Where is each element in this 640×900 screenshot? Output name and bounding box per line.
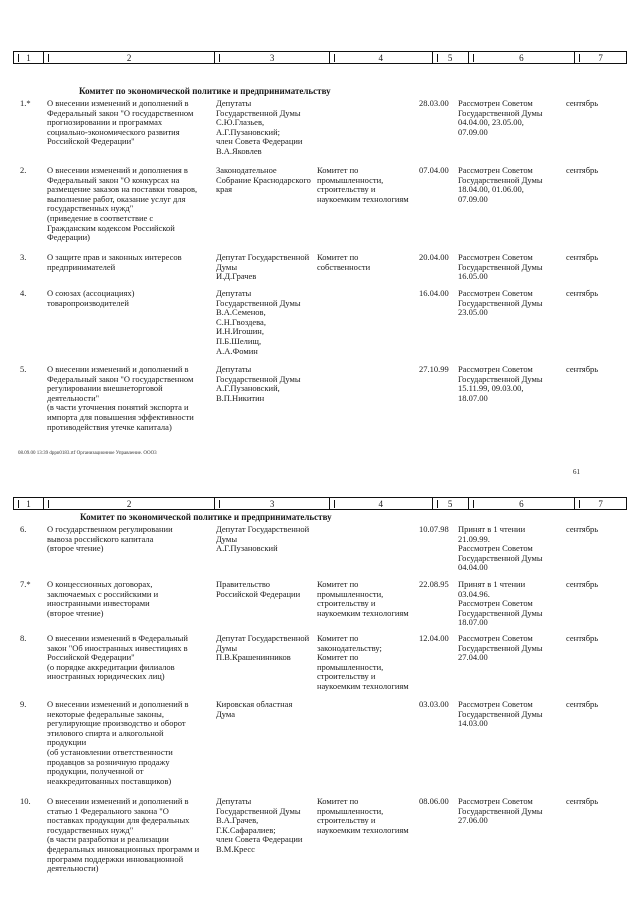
bill-status-line: Рассмотрен Советом — [458, 598, 533, 609]
bill-title — [47, 525, 209, 554]
column-number-cell: 3 — [215, 52, 330, 63]
bill-author-line: А.Г.Пузановский — [216, 543, 278, 554]
bill-title-line: О внесении изменений и дополнений в — [47, 98, 189, 108]
bill-author-line: Депутаты — [216, 288, 252, 298]
bill-title — [47, 700, 209, 786]
bill-title-line: (о порядке аккредитации филиалов — [47, 661, 175, 672]
bill-status-line: 18.07.00 — [458, 392, 488, 403]
column-number-cell: 1 — [14, 52, 44, 63]
bill-title-line: О внесении изменений в Федеральный — [47, 633, 188, 643]
bill-author — [216, 289, 316, 356]
bill-status-line: 18.04.00, 01.06.00, — [458, 184, 524, 195]
bill-title-line: неаккредитованных поставщиков) — [47, 775, 172, 786]
bill-title-line: продавцов за розничную продажу — [47, 756, 170, 767]
bill-author-line: Государственной Думы — [216, 107, 301, 118]
bill-title-line: О внесении изменений и дополнений в — [47, 364, 189, 374]
column-number-cell: 2 — [44, 498, 215, 509]
row-number: 6. — [20, 524, 27, 534]
bill-status-line: Рассмотрен Советом — [458, 98, 533, 108]
column-header-row — [13, 51, 627, 64]
bill-title — [47, 166, 209, 243]
column-number-cell: 3 — [215, 498, 330, 509]
co-executor-committee-line: Комитет по — [317, 796, 359, 806]
bill-status-line: Принят в 1 чтении — [458, 524, 526, 534]
bill-status — [458, 253, 562, 282]
bill-title — [47, 365, 209, 432]
row-number: 7.* — [20, 579, 31, 589]
bill-status-line: Рассмотрен Советом — [458, 633, 533, 643]
bill-title-line: (приведение в соответствие с — [47, 212, 154, 223]
bill-author-line: Депутаты — [216, 796, 252, 806]
bill-author-line: В.А.Грачев, — [216, 815, 259, 826]
submission-date: 03.03.00 — [419, 699, 449, 709]
bill-status-line: Государственной Думы — [458, 805, 543, 816]
planned-month: сентябрь — [566, 633, 599, 643]
bill-author-line: Государственной Думы — [216, 373, 301, 384]
bill-author-line: Законодательное — [216, 165, 277, 175]
bill-author-line: Российской Федерации — [216, 588, 301, 599]
co-executor-committee — [317, 166, 417, 204]
bill-title-line: вывоза российского капитала — [47, 533, 154, 544]
bill-status-line: 21.09.99. — [458, 533, 490, 544]
bill-status-line: Рассмотрен Советом — [458, 165, 533, 175]
planned-month: сентябрь — [566, 699, 599, 709]
bill-title-line: предпринимателей — [47, 261, 116, 272]
submission-date: 20.04.00 — [419, 252, 449, 262]
co-executor-committee-line: строительству и — [317, 184, 376, 195]
bill-status-line: 27.06.00 — [458, 815, 488, 826]
bill-status-line: 27.04.00 — [458, 652, 488, 663]
bill-author-line: П.Б.Шелищ, — [216, 335, 262, 346]
bill-author-line: С.Ю.Глазьев, — [216, 117, 265, 128]
bill-status-line: Государственной Думы — [458, 174, 543, 185]
bill-title-line: закон "Об иностранных инвестициях в — [47, 642, 188, 653]
bill-title-line: размещение заказов на поставки товаров, — [47, 184, 198, 195]
submission-date: 28.03.00 — [419, 98, 449, 108]
bill-status — [458, 525, 562, 573]
bill-title-line: (в части уточнения понятий экспорта и — [47, 402, 189, 413]
bill-author-line: Дума — [216, 708, 236, 719]
footer-text: 08.09.00 13:39 dppn0183.rtf Организационное Управление. ООО3 — [18, 451, 157, 456]
bill-status — [458, 99, 562, 137]
bill-author-line: А.Г.Пузановский; — [216, 126, 280, 137]
bill-status-line: Государственной Думы — [458, 642, 543, 653]
bill-title — [47, 797, 209, 874]
planned-month: сентябрь — [566, 165, 599, 175]
bill-author-line: Депутаты — [216, 364, 252, 374]
bill-title — [47, 289, 209, 308]
bill-status-line: 15.11.99, 09.03.00, — [458, 383, 524, 394]
co-executor-committee — [317, 797, 417, 835]
bill-title-line: Федеральный закон "О государственном — [47, 373, 194, 384]
bill-status-line: 16.05.00 — [458, 271, 488, 282]
bill-author-line: Думы — [216, 642, 238, 653]
bill-title-line: (второе чтение) — [47, 607, 104, 618]
column-number-cell: 6 — [469, 498, 576, 509]
bill-author-line: В.П.Никитин — [216, 392, 265, 403]
column-number-cell: 1 — [14, 498, 44, 509]
bill-status-line: Государственной Думы — [458, 552, 543, 563]
bill-title-line: О внесении изменений и дополнений в — [47, 796, 189, 806]
co-executor-committee — [317, 580, 417, 618]
bill-title-line: О внесении изменений и дополнения в — [47, 165, 188, 175]
bill-author-line: И.Н.Игошин, — [216, 326, 264, 337]
bill-title-line: регулировании внешнеторговой — [47, 383, 163, 394]
co-executor-committee-line: Комитет по — [317, 252, 359, 262]
bill-author-line: А.А.Фомин — [216, 345, 258, 356]
bill-author-line: Депутаты — [216, 98, 252, 108]
bill-status-line: 07.09.00 — [458, 126, 488, 137]
bill-status — [458, 634, 562, 663]
bill-title-line: Российской Федерации" — [47, 652, 135, 663]
submission-date: 27.10.99 — [419, 364, 449, 374]
bill-status-line: Рассмотрен Советом — [458, 543, 533, 554]
bill-status-line: 07.09.00 — [458, 193, 488, 204]
bill-author — [216, 634, 316, 663]
bill-status-line: Рассмотрен Советом — [458, 699, 533, 709]
section-title: Комитет по экономической политике и предпринимательству — [80, 512, 332, 522]
co-executor-committee-line: наукоемким технологиям — [317, 607, 409, 618]
bill-title-line: противодействия утечке капитала) — [47, 421, 172, 432]
bill-author-line: В.М.Кресс — [216, 843, 255, 854]
column-number-cell: 6 — [469, 52, 576, 63]
bill-author-line: Думы — [216, 261, 238, 272]
bill-author-line: В.А.Яковлев — [216, 145, 262, 156]
bill-title-line: этилового спирта и алкогольной — [47, 727, 164, 738]
bill-author-line: П.В.Крашенинников — [216, 652, 291, 663]
bill-title-line: Федеральный закон "О конкурсах на — [47, 174, 180, 185]
bill-status — [458, 289, 562, 318]
column-number-cell: 2 — [44, 52, 215, 63]
column-number-cell: 4 — [330, 498, 433, 509]
bill-author-line: И.Д.Грачев — [216, 271, 257, 282]
bill-author-line: Депутат Государственной — [216, 252, 310, 262]
planned-month: сентябрь — [566, 364, 599, 374]
bill-title-line: Федерации) — [47, 232, 90, 243]
row-number: 8. — [20, 633, 27, 643]
bill-title — [47, 99, 209, 147]
column-number-cell: 4 — [330, 52, 433, 63]
column-number-cell: 7 — [575, 498, 626, 509]
co-executor-committee — [317, 634, 417, 692]
bill-title-line: государственных нужд" — [47, 824, 134, 835]
bill-title-line: О союзах (ассоциациях) — [47, 288, 135, 298]
bill-title-line: деятельности" — [47, 392, 100, 403]
submission-date: 08.06.00 — [419, 796, 449, 806]
co-executor-committee-line: наукоемким технологиям — [317, 824, 409, 835]
bill-title-line: Гражданским кодексом Российской — [47, 222, 175, 233]
planned-month: сентябрь — [566, 288, 599, 298]
bill-title-line: (второе чтение) — [47, 543, 104, 554]
bill-status-line: Рассмотрен Советом — [458, 288, 533, 298]
bill-author-line: Государственной Думы — [216, 805, 301, 816]
co-executor-committee-line: промышленности, — [317, 661, 384, 672]
bill-status-line: Государственной Думы — [458, 261, 543, 272]
bill-status — [458, 700, 562, 729]
bill-author-line: Кировская областная — [216, 699, 293, 709]
bill-title-line: товаропроизводителей — [47, 297, 129, 308]
bill-author — [216, 700, 316, 719]
bill-status-line: Рассмотрен Советом — [458, 796, 533, 806]
row-number: 4. — [20, 288, 27, 298]
planned-month: сентябрь — [566, 796, 599, 806]
bill-status-line: 18.07.00 — [458, 617, 488, 628]
bill-status-line: 03.04.96. — [458, 588, 490, 599]
bill-status-line: Государственной Думы — [458, 107, 543, 118]
bill-title-line: продукции — [47, 737, 87, 748]
co-executor-committee-line: собственности — [317, 261, 371, 272]
bill-title-line: заключаемых с российскими и — [47, 588, 159, 599]
bill-status — [458, 365, 562, 403]
section-title: Комитет по экономической политике и предпринимательству — [79, 86, 331, 96]
bill-status-line: 23.05.00 — [458, 307, 488, 318]
co-executor-committee-line: промышленности, — [317, 805, 384, 816]
submission-date: 10.07.98 — [419, 524, 449, 534]
bill-title — [47, 580, 209, 618]
bill-title-line: деятельности) — [47, 863, 99, 874]
bill-status-line: Рассмотрен Советом — [458, 364, 533, 374]
bill-title-line: федеральных инновационных программ и — [47, 843, 200, 854]
bill-author-line: член Совета Федерации — [216, 834, 303, 845]
bill-author-line: Правительство — [216, 579, 271, 589]
bill-author-line: А.Г.Пузановский, — [216, 383, 280, 394]
row-number: 2. — [20, 165, 27, 175]
column-number-cell: 5 — [433, 52, 469, 63]
submission-date: 07.04.00 — [419, 165, 449, 175]
bill-title-line: некоторые федеральные законы, — [47, 708, 164, 719]
co-executor-committee-line: строительству и — [317, 598, 376, 609]
bill-author — [216, 253, 316, 282]
planned-month: сентябрь — [566, 524, 599, 534]
bill-status-line: 04.04.00, 23.05.00, — [458, 117, 524, 128]
bill-title-line: государственных нужд" — [47, 203, 134, 214]
bill-status — [458, 166, 562, 204]
co-executor-committee-line: Комитет по — [317, 633, 359, 643]
co-executor-committee-line: наукоемким технологиям — [317, 680, 409, 691]
row-number: 5. — [20, 364, 27, 374]
bill-author-line: Думы — [216, 533, 238, 544]
bill-author — [216, 580, 316, 599]
bill-author-line: Депутат Государственной — [216, 633, 310, 643]
bill-status-line: Рассмотрен Советом — [458, 252, 533, 262]
bill-author — [216, 99, 316, 157]
bill-author-line: член Совета Федерации — [216, 136, 303, 147]
bill-author — [216, 525, 316, 554]
bill-title-line: выполнение работ, оказание услуг для — [47, 193, 186, 204]
co-executor-committee — [317, 253, 417, 272]
bill-title-line: импорта для повышения эффективности — [47, 411, 194, 422]
co-executor-committee-line: Комитет по — [317, 579, 359, 589]
bill-title-line: поставках продукции для федеральных — [47, 815, 190, 826]
bill-author-line: края — [216, 184, 233, 195]
bill-author-line: Государственной Думы — [216, 297, 301, 308]
row-number: 1.* — [20, 98, 31, 108]
submission-date: 22.08.95 — [419, 579, 449, 589]
bill-author — [216, 797, 316, 855]
bill-title — [47, 253, 209, 272]
bill-status-line: Принят в 1 чтении — [458, 579, 526, 589]
bill-title-line: иностранных юридических лиц) — [47, 671, 165, 682]
bill-author — [216, 365, 316, 403]
bill-status — [458, 797, 562, 826]
column-number-cell: 5 — [433, 498, 469, 509]
bill-status-line: Государственной Думы — [458, 297, 543, 308]
co-executor-committee-line: Комитет по — [317, 652, 359, 663]
bill-title-line: продукции, полученной от — [47, 766, 144, 777]
co-executor-committee-line: строительству и — [317, 815, 376, 826]
bill-status-line: 14.03.00 — [458, 718, 488, 729]
row-number: 9. — [20, 699, 27, 709]
page-number: 61 — [573, 468, 580, 476]
bill-title-line: регулирующие производство и оборот — [47, 718, 186, 729]
bill-status-line: Государственной Думы — [458, 373, 543, 384]
bill-title-line: О защите прав и законных интересов — [47, 252, 182, 262]
column-number-cell: 7 — [575, 52, 626, 63]
bill-title-line: программ поддержки инновационной — [47, 853, 184, 864]
bill-author-line: Г.К.Сафаралиев; — [216, 824, 276, 835]
co-executor-committee-line: наукоемким технологиям — [317, 193, 409, 204]
bill-status-line: 04.04.00 — [458, 562, 488, 573]
bill-title-line: Федеральный закон "О государственном — [47, 107, 194, 118]
row-number: 10. — [20, 796, 31, 806]
bill-title-line: иностранными инвесторами — [47, 598, 150, 609]
bill-author-line: Депутат Государственной — [216, 524, 310, 534]
bill-title-line: прогнозировании и программах — [47, 117, 163, 128]
co-executor-committee-line: строительству и — [317, 671, 376, 682]
bill-title-line: О концессионных договорах, — [47, 579, 153, 589]
submission-date: 12.04.00 — [419, 633, 449, 643]
co-executor-committee-line: промышленности, — [317, 588, 384, 599]
bill-title — [47, 634, 209, 682]
planned-month: сентябрь — [566, 252, 599, 262]
co-executor-committee-line: промышленности, — [317, 174, 384, 185]
bill-title-line: статью 1 Федерального закона "О — [47, 805, 169, 816]
bill-title-line: социально-экономического развития — [47, 126, 180, 137]
bill-title-line: О государственном регулировании — [47, 524, 173, 534]
planned-month: сентябрь — [566, 98, 599, 108]
row-number: 3. — [20, 252, 27, 262]
column-header-row — [13, 497, 627, 510]
co-executor-committee-line: Комитет по — [317, 165, 359, 175]
bill-title-line: (в части разработки и реализации — [47, 834, 169, 845]
bill-author — [216, 166, 316, 195]
bill-status-line: Государственной Думы — [458, 607, 543, 618]
bill-author-line: С.Н.Гвоздева, — [216, 316, 266, 327]
bill-author-line: В.А.Семенов, — [216, 307, 266, 318]
submission-date: 16.04.00 — [419, 288, 449, 298]
bill-title-line: О внесении изменений и дополнений в — [47, 699, 189, 709]
bill-title-line: Российской Федерации" — [47, 136, 135, 147]
bill-status-line: Государственной Думы — [458, 708, 543, 719]
planned-month: сентябрь — [566, 579, 599, 589]
bill-author-line: Собрание Краснодарского — [216, 174, 311, 185]
bill-status — [458, 580, 562, 628]
co-executor-committee-line: законодательству; — [317, 642, 382, 653]
bill-title-line: (об установлении ответственности — [47, 746, 173, 757]
